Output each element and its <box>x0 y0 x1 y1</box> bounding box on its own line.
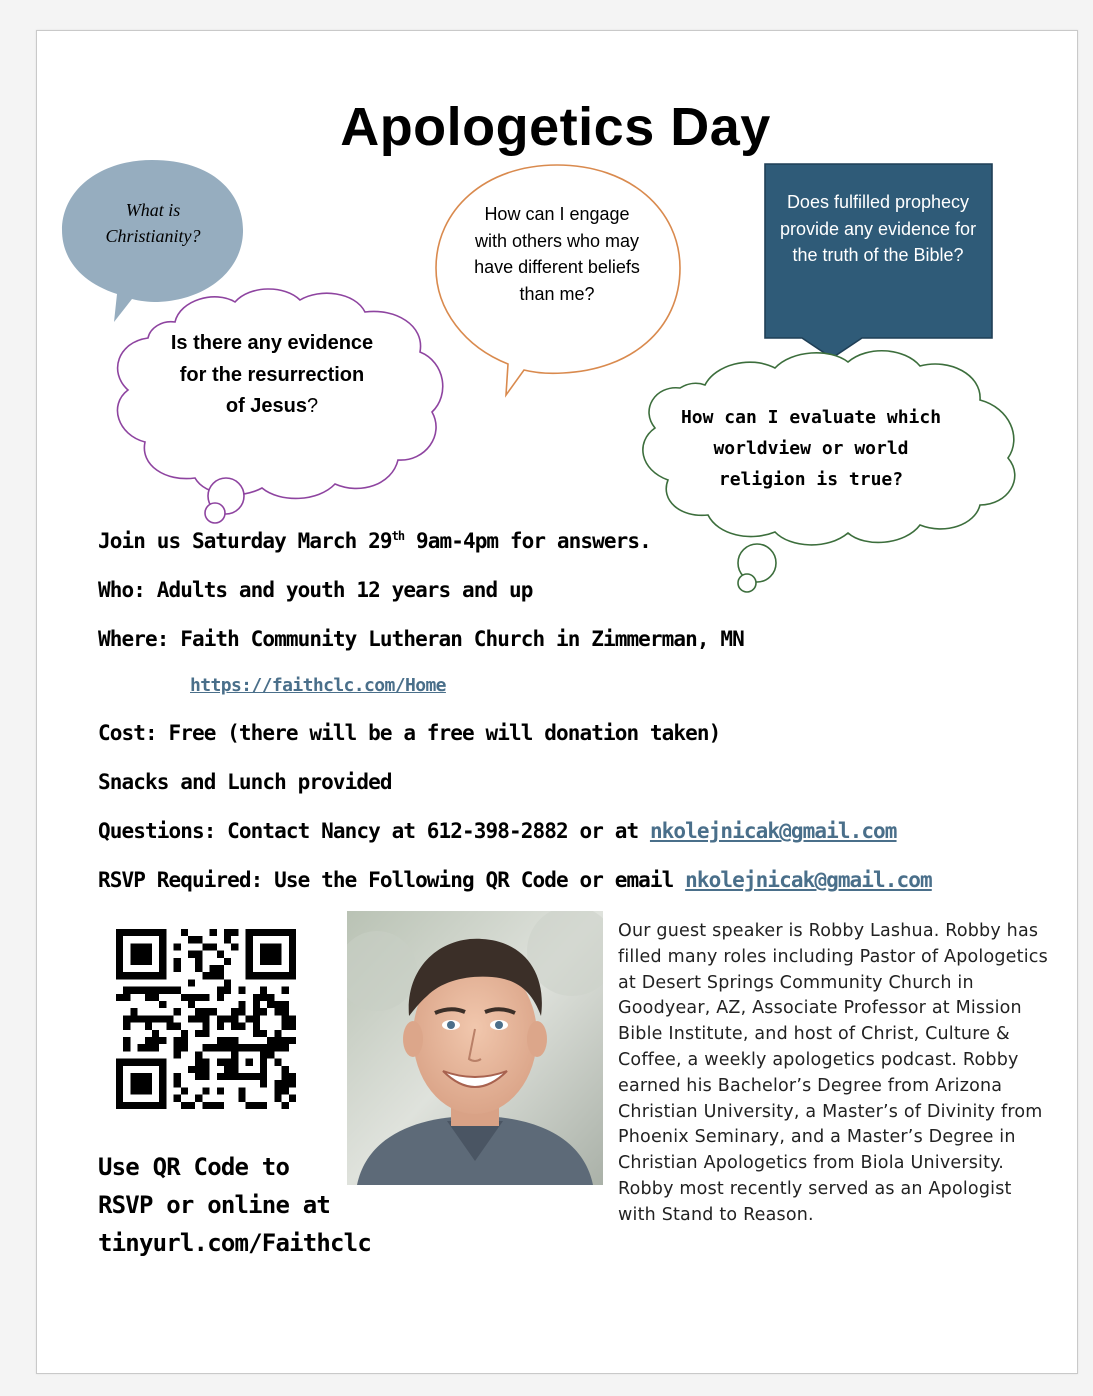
join-sup: th <box>391 529 405 543</box>
speaker-photo <box>347 911 603 1185</box>
cost-line: Cost: Free (there will be a free will donation taken) <box>98 721 721 745</box>
qr-caption <box>98 1148 371 1262</box>
join-line <box>98 529 651 553</box>
where-line: Where: Faith Community Lutheran Church in Zimmerman, MN <box>98 627 744 651</box>
speaker-bio: Our guest speaker is Robby Lashua. Robby has filled many roles including Pastor of Apologetics at Desert Springs Community Church in Goodyear, AZ, Associate Professor at Mission Bible Institute, and host of Christ, Culture & Coffee, a weekly apologetics podcast. Robby earned his Bachelor’s Degree from Arizona Christian University, a Master’s of Divinity from Phoenix Seminary, and a Master’s Degree in Christian Apologetics from Biola University. Robby most recently served as an Apologist with Stand to Reason. <box>618 921 1048 1225</box>
snacks-line: Snacks and Lunch provided <box>98 770 392 794</box>
page-title: Apologetics Day <box>340 97 771 157</box>
bubble-what-is-text: What is Christianity? <box>105 200 201 246</box>
questions-email-link[interactable]: nkolejnicak@gmail.com <box>649 819 897 843</box>
bubble-resurrection-text <box>168 328 376 423</box>
bubble-worldview-text: How can I evaluate which worldview or world religion is true? <box>680 407 942 490</box>
rsvp-text: RSVP Required: Use the Following QR Code or email <box>98 868 686 892</box>
rsvp-email-link[interactable]: nkolejnicak@gmail.com <box>685 868 932 892</box>
speaker-portrait <box>347 911 603 1185</box>
rsvp-line <box>98 868 932 892</box>
questions-text: Questions: Contact Nancy at 612-398-2882 or at <box>98 819 650 843</box>
church-website-link[interactable]: https://faithclc.com/Home <box>190 675 446 696</box>
bubble-prophecy-text: Does fulfilled prophecy provide any evidence for the truth of the Bible? <box>779 192 977 265</box>
resurrection-qmark: ? <box>307 395 319 417</box>
join-text: Join us Saturday March 29 <box>98 529 392 553</box>
join-time: 9am-4pm for answers. <box>404 529 651 553</box>
questions-line <box>98 819 897 843</box>
who-line: Who: Adults and youth 12 years and up <box>98 578 533 602</box>
qr-caption-line3: tinyurl.com/Faithclc <box>98 1229 371 1257</box>
resurrection-question: Is there any evidence for the resurrection of Jesus <box>170 332 374 417</box>
qr-caption-line1: Use QR Code to <box>98 1153 290 1181</box>
rsvp-qr-code[interactable] <box>116 929 296 1109</box>
bubble-engage-text: How can I engage with others who may have different beliefs than me? <box>474 204 640 304</box>
bubble-graphics <box>0 0 1093 620</box>
qr-caption-line2: RSVP or online at <box>98 1191 331 1219</box>
